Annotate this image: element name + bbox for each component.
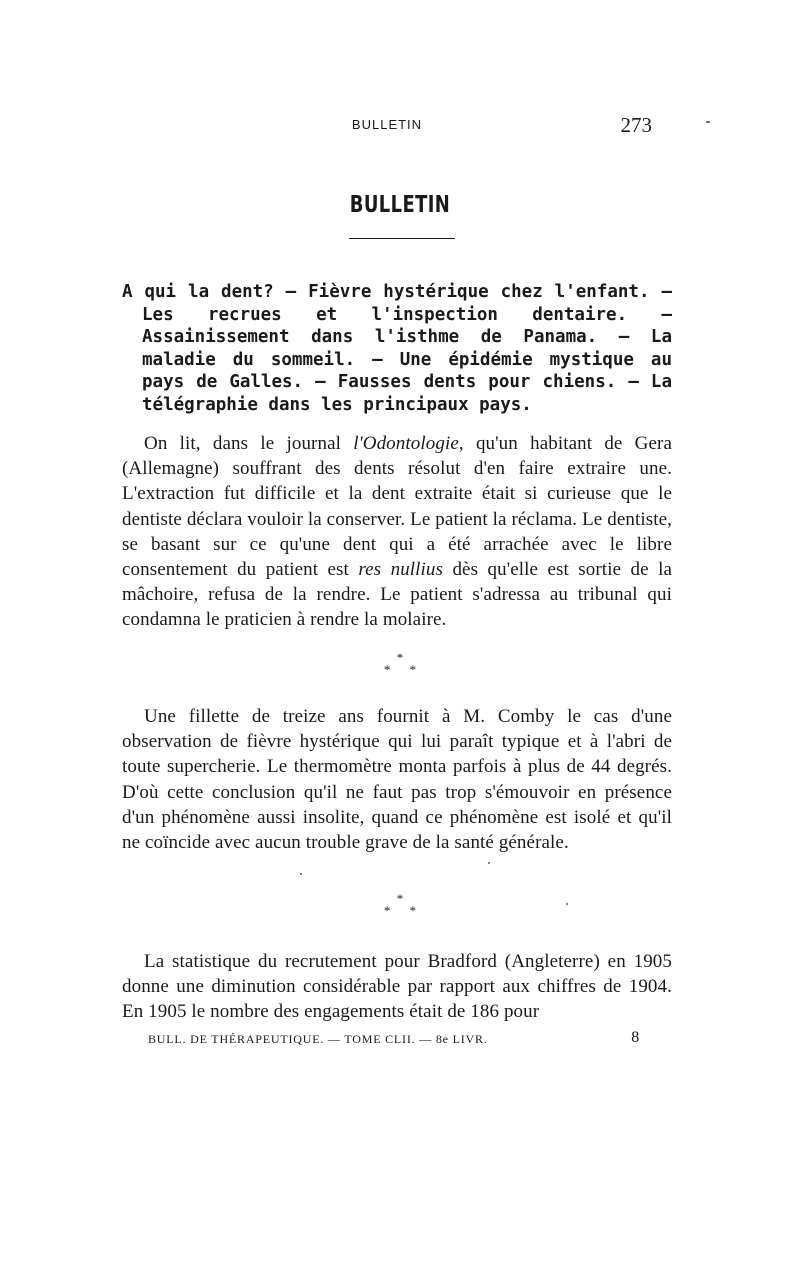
paragraph-fievre: Une fillette de treize ans fournit à M. Comby le cas d'une observation de fièvre hystérique qui lui paraît typique et à l'abri de toute supercherie. Le thermomètre monta parfois à plus de 44 degrés. D'où cette conclusion qu'il ne faut pas trop s'émouvoir en présence d'un phénomène aussi insolite, quand ce phénomène est isolé et qu'il ne coïncide avec aucun trouble grave de la santé générale. [122, 706, 672, 854]
asterism-divider [0, 652, 800, 676]
asterism-top: * [396, 891, 404, 906]
signature-number: 8 [631, 1029, 640, 1046]
paragraph-odontologie [122, 431, 672, 633]
paragraph-recrutement: La statistique du recrutement pour Bradford (Angleterre) en 1905 donne une diminution considérable par rapport aux chiffres de 1904. En 1905 le nombre des engagements était de 186 pour [122, 951, 672, 1023]
paragraph-text: On lit, dans le journal [144, 433, 354, 454]
section-summary [122, 281, 672, 416]
print-speck [566, 903, 568, 905]
print-speck [488, 862, 490, 864]
asterism-bottom: * * [383, 903, 425, 918]
running-head [122, 113, 652, 137]
asterism-divider [0, 893, 800, 917]
page-number: 273 [620, 113, 652, 137]
footer-signature: BULL. DE THÉRAPEUTIQUE. — TOME CLII. — 8e LIVR. [148, 1032, 488, 1046]
print-speck [706, 121, 710, 123]
paragraph-text: , qu'un habitant de Gera (Allemagne) souffrant des dents résolut d'en faire extraire une. L'extraction fut difficile et la dent extraite était si curieuse que le dentiste déclara vouloir la conserver. Le patient la réclama. Le dentiste, se basant sur ce qu'une dent qui a été arrachée avec le libre consentement du patient est [122, 433, 672, 581]
title-rule [349, 238, 455, 239]
section-title: BULLETIN [349, 192, 451, 218]
journal-name: l'Odontologie [353, 433, 459, 454]
asterism-top: * [396, 650, 404, 665]
summary-text: A qui la dent? — Fièvre hystérique chez l'enfant. — Les recrues et l'inspection dentaire. — Assainissement dans l'isthme de Panama. — La maladie du sommeil. — Une épidémie mystique au pays de Galles. — Fausses dents pour chiens. — La télégraphie dans les principaux pays. [122, 282, 672, 415]
print-speck [300, 873, 302, 875]
paragraph-text: dès qu'elle est sortie de la mâchoire, refusa de la rendre. Le patient s'adressa au tribunal qui condamna le praticien à rendre la molaire. [122, 559, 672, 631]
asterism-bottom: * * [383, 662, 425, 677]
latin-term: res nullius [358, 559, 444, 581]
running-title: BULLETIN [351, 117, 423, 132]
